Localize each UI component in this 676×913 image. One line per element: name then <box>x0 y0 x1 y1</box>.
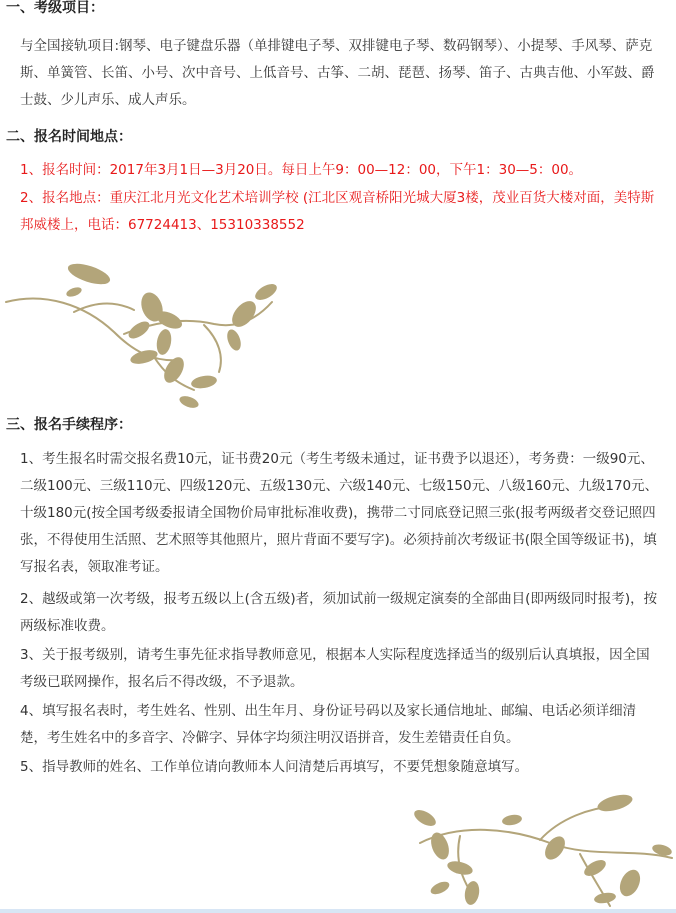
procedure-item-4: 4、填写报名表时，考生姓名、性别、出生年月、身份证号码以及家长通信地址、邮编、电话必须详细清楚，考生姓名中的多音字、冷僻字、异体字均须注明汉语拼音，发生差错责任自负。 <box>20 703 637 746</box>
procedure-item-1: 1、考生报名时需交报名费10元，证书费20元（考生考级未通过，证书费予以退还），考务费：一级90元、二级100元、三级110元、四级120元、五级130元、六级140元、七级150元、八级160元、九级170元、十级180元(按全国考级委报请全国物价局审批标准收费)，携带二寸同底登记照三张(报考两级者交登记照四张，不得使用生活照、艺术照等其他照片，照片背面不要写字)。必须持前次考级证书(限全国等级证书)，填写报名表，领取准考证。 <box>20 451 659 575</box>
section-heading-registration-time-place: 二、报名时间地点： <box>6 129 132 145</box>
registration-place-text: 2、报名地点：重庆江北月光文化艺术培训学校 (江北区观音桥阳光城大厦3楼，茂业百货大楼对面，美特斯邦威楼上，电话：67724413、15310338552 <box>20 190 655 233</box>
procedure-item-5: 5、指导教师的姓名、工作单位请向教师本人问清楚后再填写，不要凭想象随意填写。 <box>20 759 529 775</box>
section-heading-exam-items: 一、考级项目： <box>6 0 104 16</box>
bottom-divider <box>0 909 676 913</box>
registration-time-text: 1、报名时间：2017年3月1日—3月20日。每日上午9：00—12：00，下午1：30—5：00。 <box>20 162 583 178</box>
floral-branch-icon <box>4 262 279 410</box>
floral-branch-icon <box>400 788 676 910</box>
procedure-item-2: 2、越级或第一次考级，报考五级以上(含五级)者，须加试前一级规定演奏的全部曲目(即两级同时报考)，按两级标准收费。 <box>20 591 658 634</box>
section-heading-procedure: 三、报名手续程序： <box>6 417 132 433</box>
procedure-item-3: 3、关于报考级别，请考生事先征求指导教师意见，根据本人实际程度选择适当的级别后认真填报，因全国考级已联网操作，报名后不得改级，不予退款。 <box>20 647 650 690</box>
exam-items-text: 与全国接轨项目:钢琴、电子键盘乐器（单排键电子琴、双排键电子琴、数码钢琴）、小提琴、手风琴、萨克斯、单簧管、长笛、小号、次中音号、上低音号、古筝、二胡、琵琶、扬琴、笛子、古典吉他、小军鼓、爵士鼓、少儿声乐、成人声乐。 <box>20 38 655 108</box>
